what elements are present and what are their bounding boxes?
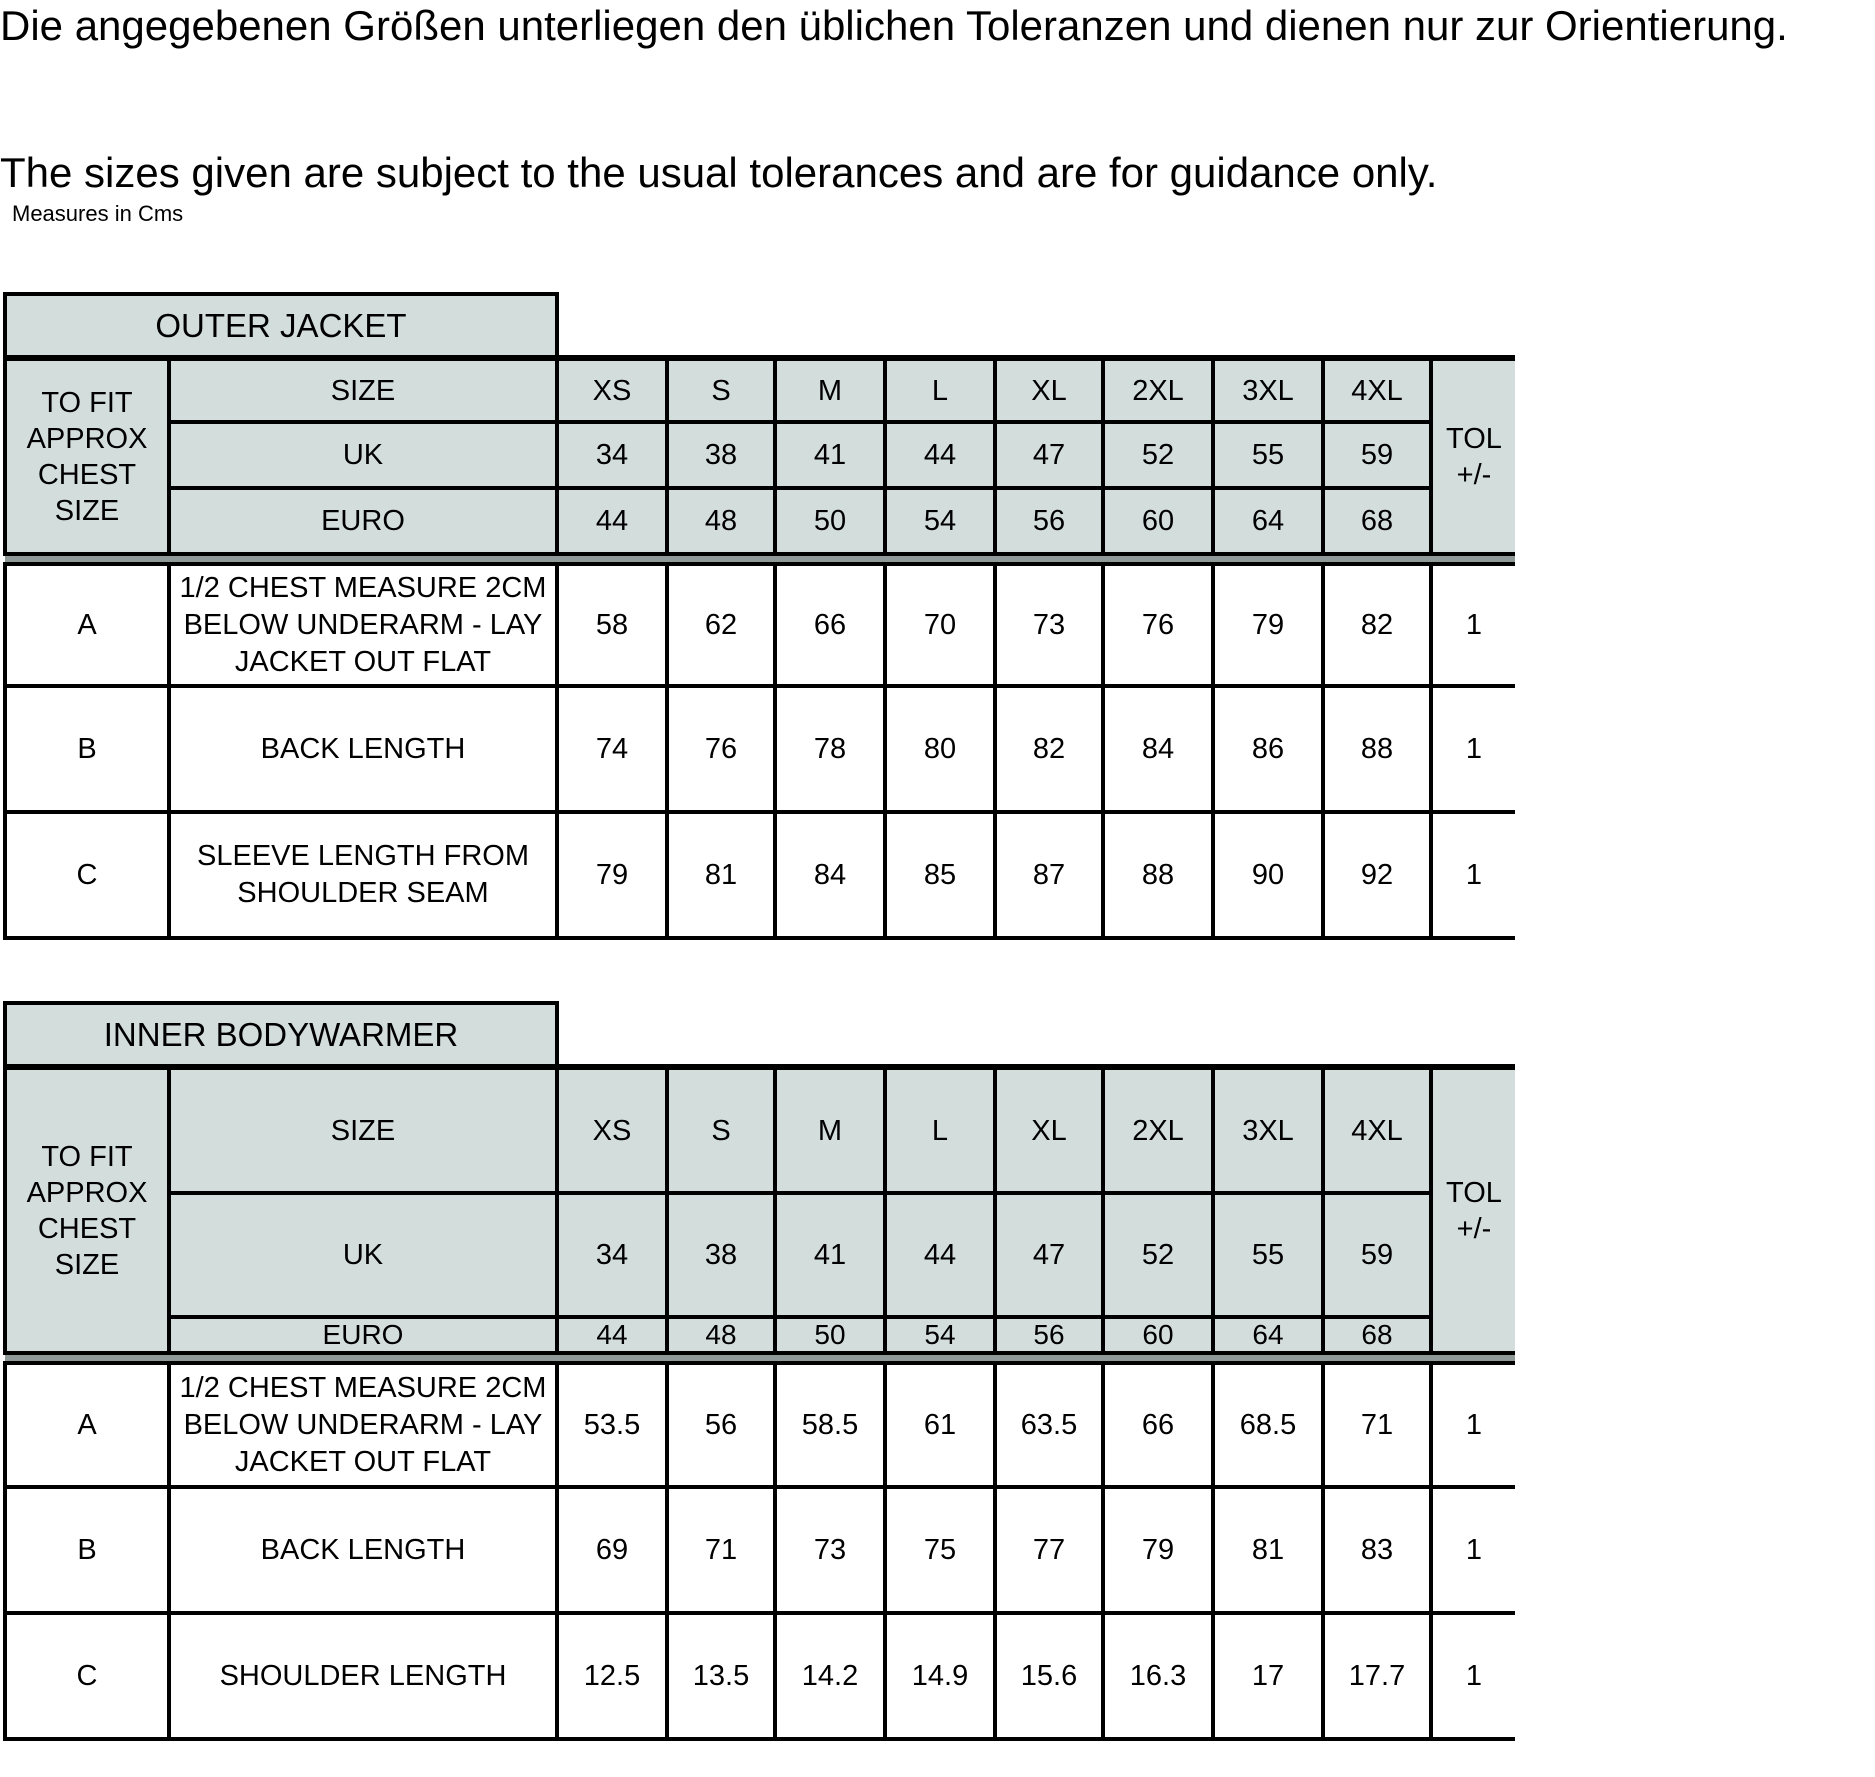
uk-value: 38 <box>667 422 775 488</box>
uk-value: 59 <box>1323 422 1431 488</box>
outer-jacket-size-table <box>3 292 1515 940</box>
measure-value: 86 <box>1213 686 1323 812</box>
measure-value: 63.5 <box>995 1363 1103 1487</box>
measure-value: 80 <box>885 686 995 812</box>
uk-value: 44 <box>885 422 995 488</box>
row-code: B <box>5 686 169 812</box>
measure-value: 61 <box>885 1363 995 1487</box>
uk-value: 41 <box>775 1193 885 1317</box>
measure-value: 13.5 <box>667 1613 775 1739</box>
title-spacer <box>557 294 1515 358</box>
size-label: SIZE <box>169 358 557 422</box>
intro-english-text: The sizes given are subject to the usual tolerances and are for guidance only. <box>0 149 1438 196</box>
euro-label: EURO <box>169 488 557 554</box>
size-header-m: M <box>775 1067 885 1193</box>
header-separator <box>5 1353 1515 1363</box>
measure-value: 70 <box>885 564 995 686</box>
measure-value: 81 <box>1213 1487 1323 1613</box>
measure-value: 12.5 <box>557 1613 667 1739</box>
measure-value: 16.3 <box>1103 1613 1213 1739</box>
size-header-s: S <box>667 1067 775 1193</box>
measure-value: 79 <box>1213 564 1323 686</box>
uk-value: 52 <box>1103 1193 1213 1317</box>
size-header-xl: XL <box>995 358 1103 422</box>
size-header-xs: XS <box>557 358 667 422</box>
measures-note: Measures in Cms <box>12 201 184 226</box>
row-code: C <box>5 1613 169 1739</box>
size-header-l: L <box>885 1067 995 1193</box>
measure-value: 69 <box>557 1487 667 1613</box>
measure-value: 84 <box>775 812 885 938</box>
fit-chest-label: TO FIT APPROX CHEST SIZE <box>5 1067 169 1353</box>
uk-label: UK <box>169 422 557 488</box>
euro-value: 64 <box>1213 1317 1323 1353</box>
measure-value: 82 <box>1323 564 1431 686</box>
uk-value: 38 <box>667 1193 775 1317</box>
euro-value: 54 <box>885 488 995 554</box>
measure-value: 73 <box>995 564 1103 686</box>
euro-value: 68 <box>1323 1317 1431 1353</box>
measure-value: 84 <box>1103 686 1213 812</box>
measure-value: 78 <box>775 686 885 812</box>
table-row <box>5 686 1515 812</box>
table-row <box>5 1363 1515 1487</box>
measure-value: 53.5 <box>557 1363 667 1487</box>
measure-value: 81 <box>667 812 775 938</box>
row-description: 1/2 CHEST MEASURE 2CM BELOW UNDERARM - LAY JACKET OUT FLAT <box>169 564 557 686</box>
size-header-4xl: 4XL <box>1323 1067 1431 1193</box>
title-spacer <box>557 1003 1515 1067</box>
uk-value: 44 <box>885 1193 995 1317</box>
size-header-l: L <box>885 358 995 422</box>
uk-value: 41 <box>775 422 885 488</box>
euro-value: 60 <box>1103 1317 1213 1353</box>
measure-value: 74 <box>557 686 667 812</box>
uk-value: 55 <box>1213 422 1323 488</box>
uk-value: 47 <box>995 1193 1103 1317</box>
size-header-xl: XL <box>995 1067 1103 1193</box>
measure-value: 68.5 <box>1213 1363 1323 1487</box>
measure-value: 62 <box>667 564 775 686</box>
outer-jacket-title: OUTER JACKET <box>5 294 557 358</box>
size-header-4xl: 4XL <box>1323 358 1431 422</box>
euro-value: 54 <box>885 1317 995 1353</box>
measure-value: 66 <box>1103 1363 1213 1487</box>
tol-value: 1 <box>1431 1487 1515 1613</box>
row-description: BACK LENGTH <box>169 686 557 812</box>
measure-value: 76 <box>1103 564 1213 686</box>
uk-value: 55 <box>1213 1193 1323 1317</box>
table-row <box>5 812 1515 938</box>
measure-value: 79 <box>1103 1487 1213 1613</box>
measure-value: 14.9 <box>885 1613 995 1739</box>
euro-value: 64 <box>1213 488 1323 554</box>
size-header-2xl: 2XL <box>1103 358 1213 422</box>
measure-value: 14.2 <box>775 1613 885 1739</box>
measure-value: 17 <box>1213 1613 1323 1739</box>
table-row <box>5 1613 1515 1739</box>
tol-label: TOL +/- <box>1431 358 1515 554</box>
row-description: 1/2 CHEST MEASURE 2CM BELOW UNDERARM - LAY JACKET OUT FLAT <box>169 1363 557 1487</box>
euro-value: 56 <box>995 488 1103 554</box>
euro-value: 50 <box>775 488 885 554</box>
euro-value: 44 <box>557 488 667 554</box>
measure-value: 77 <box>995 1487 1103 1613</box>
row-description: SLEEVE LENGTH FROM SHOULDER SEAM <box>169 812 557 938</box>
measure-value: 71 <box>667 1487 775 1613</box>
euro-value: 56 <box>995 1317 1103 1353</box>
measure-value: 83 <box>1323 1487 1431 1613</box>
intro-german-text: Die angegebenen Größen unterliegen den üblichen Toleranzen und dienen nur zur Orientierung. <box>0 2 1788 49</box>
row-description: SHOULDER LENGTH <box>169 1613 557 1739</box>
row-code: A <box>5 564 169 686</box>
uk-label: UK <box>169 1193 557 1317</box>
size-header-3xl: 3XL <box>1213 1067 1323 1193</box>
uk-value: 34 <box>557 422 667 488</box>
euro-value: 48 <box>667 1317 775 1353</box>
measure-value: 85 <box>885 812 995 938</box>
separator-bar <box>5 1353 1515 1363</box>
separator-bar <box>5 554 1515 564</box>
euro-value: 48 <box>667 488 775 554</box>
size-header-s: S <box>667 358 775 422</box>
measure-value: 88 <box>1103 812 1213 938</box>
uk-value: 52 <box>1103 422 1213 488</box>
row-description: BACK LENGTH <box>169 1487 557 1613</box>
size-header-xs: XS <box>557 1067 667 1193</box>
measure-value: 82 <box>995 686 1103 812</box>
measure-value: 76 <box>667 686 775 812</box>
table-row <box>5 1487 1515 1613</box>
measure-value: 90 <box>1213 812 1323 938</box>
uk-value: 47 <box>995 422 1103 488</box>
uk-value: 59 <box>1323 1193 1431 1317</box>
tol-value: 1 <box>1431 564 1515 686</box>
measure-value: 71 <box>1323 1363 1431 1487</box>
euro-value: 68 <box>1323 488 1431 554</box>
row-code: C <box>5 812 169 938</box>
measure-value: 87 <box>995 812 1103 938</box>
row-code: B <box>5 1487 169 1613</box>
measure-value: 92 <box>1323 812 1431 938</box>
euro-label: EURO <box>169 1317 557 1353</box>
measure-value: 56 <box>667 1363 775 1487</box>
euro-value: 60 <box>1103 488 1213 554</box>
euro-value: 44 <box>557 1317 667 1353</box>
tol-value: 1 <box>1431 1613 1515 1739</box>
fit-chest-label: TO FIT APPROX CHEST SIZE <box>5 358 169 554</box>
size-label: SIZE <box>169 1067 557 1193</box>
inner-bodywarmer-size-table <box>3 1001 1515 1741</box>
measure-value: 58.5 <box>775 1363 885 1487</box>
tol-value: 1 <box>1431 686 1515 812</box>
size-header-3xl: 3XL <box>1213 358 1323 422</box>
measure-value: 88 <box>1323 686 1431 812</box>
tol-value: 1 <box>1431 1363 1515 1487</box>
measure-value: 75 <box>885 1487 995 1613</box>
measure-value: 17.7 <box>1323 1613 1431 1739</box>
size-header-2xl: 2XL <box>1103 1067 1213 1193</box>
measure-value: 79 <box>557 812 667 938</box>
row-code: A <box>5 1363 169 1487</box>
uk-value: 34 <box>557 1193 667 1317</box>
size-header-m: M <box>775 358 885 422</box>
measure-value: 66 <box>775 564 885 686</box>
tol-label: TOL +/- <box>1431 1067 1515 1353</box>
tol-value: 1 <box>1431 812 1515 938</box>
measure-value: 15.6 <box>995 1613 1103 1739</box>
table-row <box>5 564 1515 686</box>
header-separator <box>5 554 1515 564</box>
inner-bodywarmer-title: INNER BODYWARMER <box>5 1003 557 1067</box>
euro-value: 50 <box>775 1317 885 1353</box>
measure-value: 73 <box>775 1487 885 1613</box>
measure-value: 58 <box>557 564 667 686</box>
